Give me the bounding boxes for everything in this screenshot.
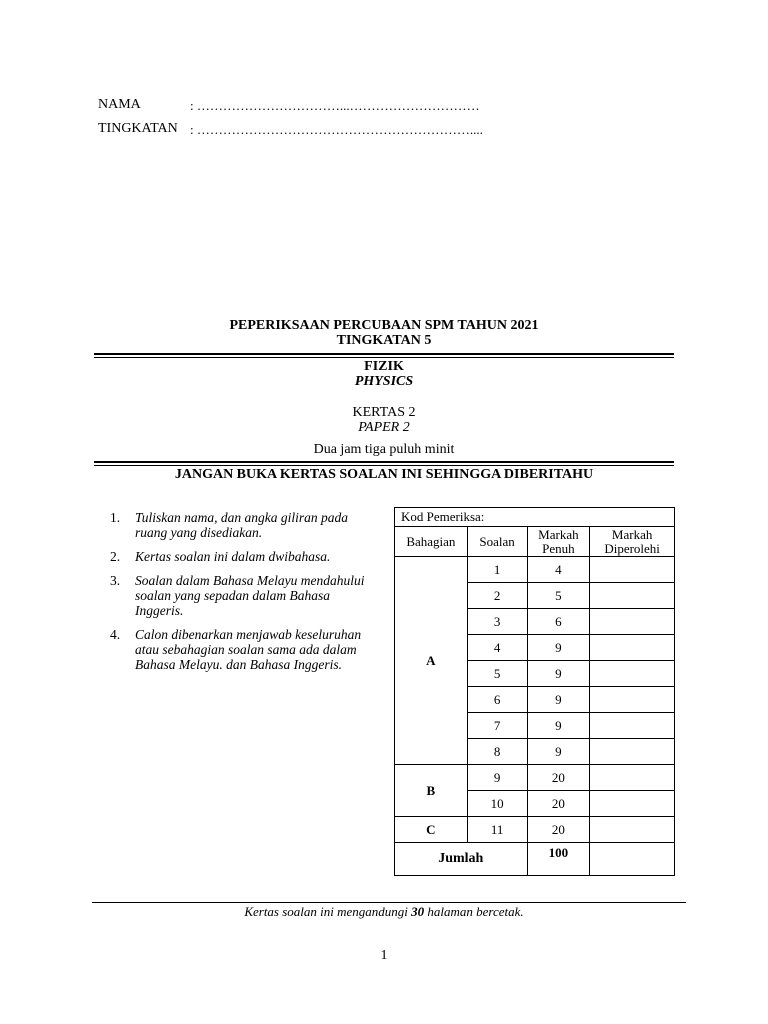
question-number: 9	[467, 765, 527, 791]
obtained-mark-cell[interactable]	[590, 609, 675, 635]
full-mark: 20	[527, 765, 590, 791]
form-label: TINGKATAN	[98, 121, 178, 136]
total-row	[395, 843, 675, 876]
total-obtained-cell[interactable]	[590, 843, 675, 876]
examiner-code-label: Kod Pemeriksa:	[395, 508, 675, 527]
full-mark: 9	[527, 661, 590, 687]
section-a-label: A	[395, 557, 468, 765]
obtained-mark-cell[interactable]	[590, 661, 675, 687]
form-field[interactable]: : ………………………………………………………....	[190, 122, 483, 137]
table-row	[395, 817, 675, 843]
paper-en: PAPER 2	[358, 420, 410, 435]
warning-rule-thin	[94, 465, 674, 466]
obtained-mark-cell[interactable]	[590, 713, 675, 739]
name-label: NAMA	[98, 97, 141, 112]
section-b-label: B	[395, 765, 468, 817]
title-rule-thin	[94, 357, 674, 358]
question-number: 10	[467, 791, 527, 817]
warning-text: JANGAN BUKA KERTAS SOALAN INI SEHINGGA DIBERITAHU	[174, 467, 594, 482]
full-mark: 20	[527, 791, 590, 817]
subject: FIZIK	[364, 359, 404, 374]
header-markah-diperolehi: Markah Diperolehi	[590, 527, 675, 557]
table-row	[395, 557, 675, 583]
duration: Dua jam tiga puluh minit	[313, 442, 455, 457]
obtained-mark-cell[interactable]	[590, 791, 675, 817]
full-mark: 5	[527, 583, 590, 609]
obtained-mark-cell[interactable]	[590, 739, 675, 765]
full-mark: 9	[527, 635, 590, 661]
exam-title: PEPERIKSAAN PERCUBAAN SPM TAHUN 2021	[229, 318, 539, 333]
instructions	[110, 510, 370, 681]
header-markah-penuh: Markah Penuh	[527, 527, 590, 557]
title-rule	[94, 353, 674, 355]
obtained-mark-cell[interactable]	[590, 583, 675, 609]
table-row	[395, 765, 675, 791]
full-mark: 4	[527, 557, 590, 583]
obtained-mark-cell[interactable]	[590, 765, 675, 791]
full-mark: 9	[527, 739, 590, 765]
question-number: 4	[467, 635, 527, 661]
warning-rule	[94, 461, 674, 463]
examiner-score-table	[394, 507, 675, 876]
total-value: 100	[527, 843, 590, 876]
question-number: 2	[467, 583, 527, 609]
question-number: 6	[467, 687, 527, 713]
exam-form: TINGKATAN 5	[336, 333, 432, 348]
question-number: 3	[467, 609, 527, 635]
question-number: 8	[467, 739, 527, 765]
page-count-note: Kertas soalan ini mengandungi 30 halaman bercetak.	[244, 904, 524, 919]
question-number: 1	[467, 557, 527, 583]
obtained-mark-cell[interactable]	[590, 635, 675, 661]
obtained-mark-cell[interactable]	[590, 817, 675, 843]
name-field[interactable]: : ……………………………...…………………………	[190, 98, 480, 113]
full-mark: 20	[527, 817, 590, 843]
paper: KERTAS 2	[352, 405, 416, 420]
header-soalan: Soalan	[467, 527, 527, 557]
obtained-mark-cell[interactable]	[590, 557, 675, 583]
obtained-mark-cell[interactable]	[590, 687, 675, 713]
total-label: Jumlah	[395, 843, 528, 876]
full-mark: 6	[527, 609, 590, 635]
instruction-item: 3. Soalan dalam Bahasa Melayu mendahului soalan yang sepadan dalam Bahasa Inggeris.	[110, 573, 365, 618]
question-number: 7	[467, 713, 527, 739]
question-number: 11	[467, 817, 527, 843]
instruction-item: 1. Tuliskan nama, dan angka giliran pada ruang yang disediakan.	[110, 510, 349, 540]
section-c-label: C	[395, 817, 468, 843]
page-number: 1	[380, 948, 388, 963]
instruction-item: 4. Calon dibenarkan menjawab keseluruhan atau sebahagian soalan sama ada dalam Bahasa Melayu. dan Bahasa Inggeris.	[110, 627, 362, 672]
instruction-item: 2. Kertas soalan ini dalam dwibahasa.	[110, 549, 331, 564]
question-number: 5	[467, 661, 527, 687]
subject-en: PHYSICS	[354, 374, 414, 389]
footer-rule	[92, 902, 686, 903]
full-mark: 9	[527, 713, 590, 739]
full-mark: 9	[527, 687, 590, 713]
header-bahagian: Bahagian	[395, 527, 468, 557]
